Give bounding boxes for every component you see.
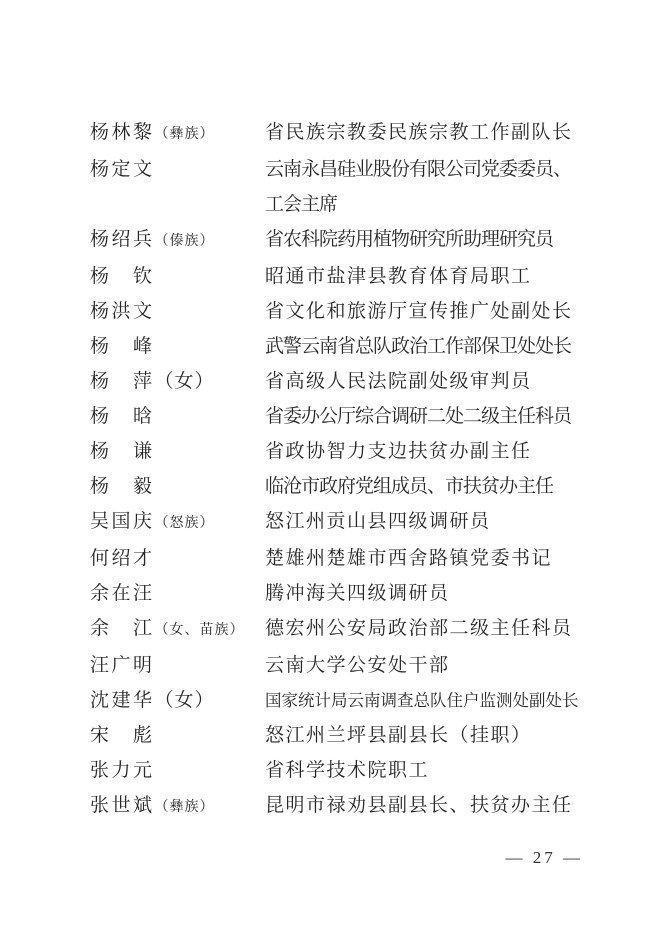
name-annotation: （彝族） bbox=[154, 127, 215, 142]
name-annotation: （女、苗族） bbox=[154, 623, 245, 638]
person-name bbox=[90, 541, 265, 576]
person-name bbox=[90, 115, 265, 152]
list-item bbox=[90, 152, 583, 222]
name-text: 余在汪 bbox=[90, 583, 155, 604]
person-title: 省文化和旅游厅宣传推广处副处长 bbox=[265, 301, 573, 322]
person-title: 武警云南省总队政治工作部保卫处处长 bbox=[265, 336, 572, 357]
name-text: 杨 谦 bbox=[90, 441, 155, 462]
person-title: 云南大学公安处干部 bbox=[265, 655, 450, 676]
person-name bbox=[90, 152, 265, 187]
person-title: 腾冲海关四级调研员 bbox=[265, 583, 450, 604]
name-text: 杨 峰 bbox=[90, 336, 155, 357]
person-name bbox=[90, 399, 265, 434]
name-text: 沈建华 bbox=[90, 690, 155, 711]
person-title: 省高级人民法院副处级审判员 bbox=[265, 371, 532, 392]
list-item bbox=[90, 115, 583, 152]
person-title: 怒江州贡山县四级调研员 bbox=[265, 511, 491, 532]
person-title: 怒江州兰坪县副县长（挂职） bbox=[265, 725, 532, 746]
name-text: 杨 钦 bbox=[90, 266, 155, 287]
person-title: 省农科院药用植物研究所助理研究员 bbox=[265, 229, 554, 250]
person-name bbox=[90, 294, 265, 329]
name-text: 张力元 bbox=[90, 760, 155, 781]
name-annotation: （女） bbox=[154, 690, 215, 711]
list-item bbox=[90, 718, 583, 753]
person-name bbox=[90, 753, 265, 788]
name-text: 汪广明 bbox=[90, 655, 155, 676]
person-name bbox=[90, 222, 265, 259]
person-title: 国家统计局云南调查总队住户监测处副处长 bbox=[265, 691, 579, 710]
name-text: 杨 毅 bbox=[90, 476, 155, 497]
name-annotation: （傣族） bbox=[154, 234, 215, 249]
person-title: 省委办公厅综合调研二处二级主任科员 bbox=[265, 406, 572, 427]
person-name bbox=[90, 364, 265, 399]
name-text: 杨 萍 bbox=[90, 371, 155, 392]
name-annotation: （彝族） bbox=[154, 800, 215, 815]
list-item bbox=[90, 753, 583, 788]
name-title-list bbox=[90, 115, 583, 825]
person-title: 省科学技术院职工 bbox=[265, 760, 430, 781]
name-text: 吴国庆 bbox=[90, 511, 155, 532]
list-item bbox=[90, 611, 583, 648]
person-title: 省政协智力支边扶贫办副主任 bbox=[265, 441, 532, 462]
list-item bbox=[90, 399, 583, 434]
name-text: 何绍才 bbox=[90, 548, 155, 569]
person-title: 德宏州公安局政治部二级主任科员 bbox=[265, 618, 573, 639]
person-name bbox=[90, 469, 265, 504]
person-name bbox=[90, 259, 265, 294]
name-text: 杨定文 bbox=[90, 159, 155, 180]
person-name bbox=[90, 434, 265, 469]
list-item bbox=[90, 222, 583, 259]
person-title: 昆明市禄劝县副县长、扶贫办主任 bbox=[265, 795, 573, 816]
name-annotation: （女） bbox=[154, 371, 215, 392]
list-item bbox=[90, 648, 583, 683]
person-name bbox=[90, 788, 265, 825]
person-title: 昭通市盐津县教育体育局职工 bbox=[265, 266, 532, 287]
name-annotation: （怒族） bbox=[154, 516, 215, 531]
person-name bbox=[90, 504, 265, 541]
list-item bbox=[90, 788, 583, 825]
name-text: 余 江 bbox=[90, 618, 155, 639]
person-title: 云南永昌硅业股份有限公司党委委员、工会主席 bbox=[265, 159, 572, 215]
list-item bbox=[90, 683, 583, 718]
person-title: 临沧市政府党组成员、市扶贫办主任 bbox=[265, 476, 554, 497]
list-item bbox=[90, 329, 583, 364]
page-number: — 27 — bbox=[505, 848, 583, 867]
list-item bbox=[90, 294, 583, 329]
name-text: 杨绍兵 bbox=[90, 229, 155, 250]
list-item bbox=[90, 576, 583, 611]
name-text: 杨洪文 bbox=[90, 301, 155, 322]
person-name bbox=[90, 611, 265, 648]
list-item bbox=[90, 469, 583, 504]
name-text: 杨 晗 bbox=[90, 406, 155, 427]
list-item bbox=[90, 504, 583, 541]
person-name bbox=[90, 329, 265, 364]
person-name bbox=[90, 718, 265, 753]
name-text: 张世斌 bbox=[90, 795, 155, 816]
name-text: 杨林黎 bbox=[90, 122, 155, 143]
list-item bbox=[90, 541, 583, 576]
list-item bbox=[90, 364, 583, 399]
name-text: 宋 彪 bbox=[90, 725, 155, 746]
person-title: 楚雄州楚雄市西舍路镇党委书记 bbox=[265, 548, 553, 569]
person-name bbox=[90, 648, 265, 683]
person-name bbox=[90, 683, 265, 718]
list-item bbox=[90, 259, 583, 294]
person-name bbox=[90, 576, 265, 611]
person-title: 省民族宗教委民族宗教工作副队长 bbox=[265, 122, 573, 143]
list-item bbox=[90, 434, 583, 469]
